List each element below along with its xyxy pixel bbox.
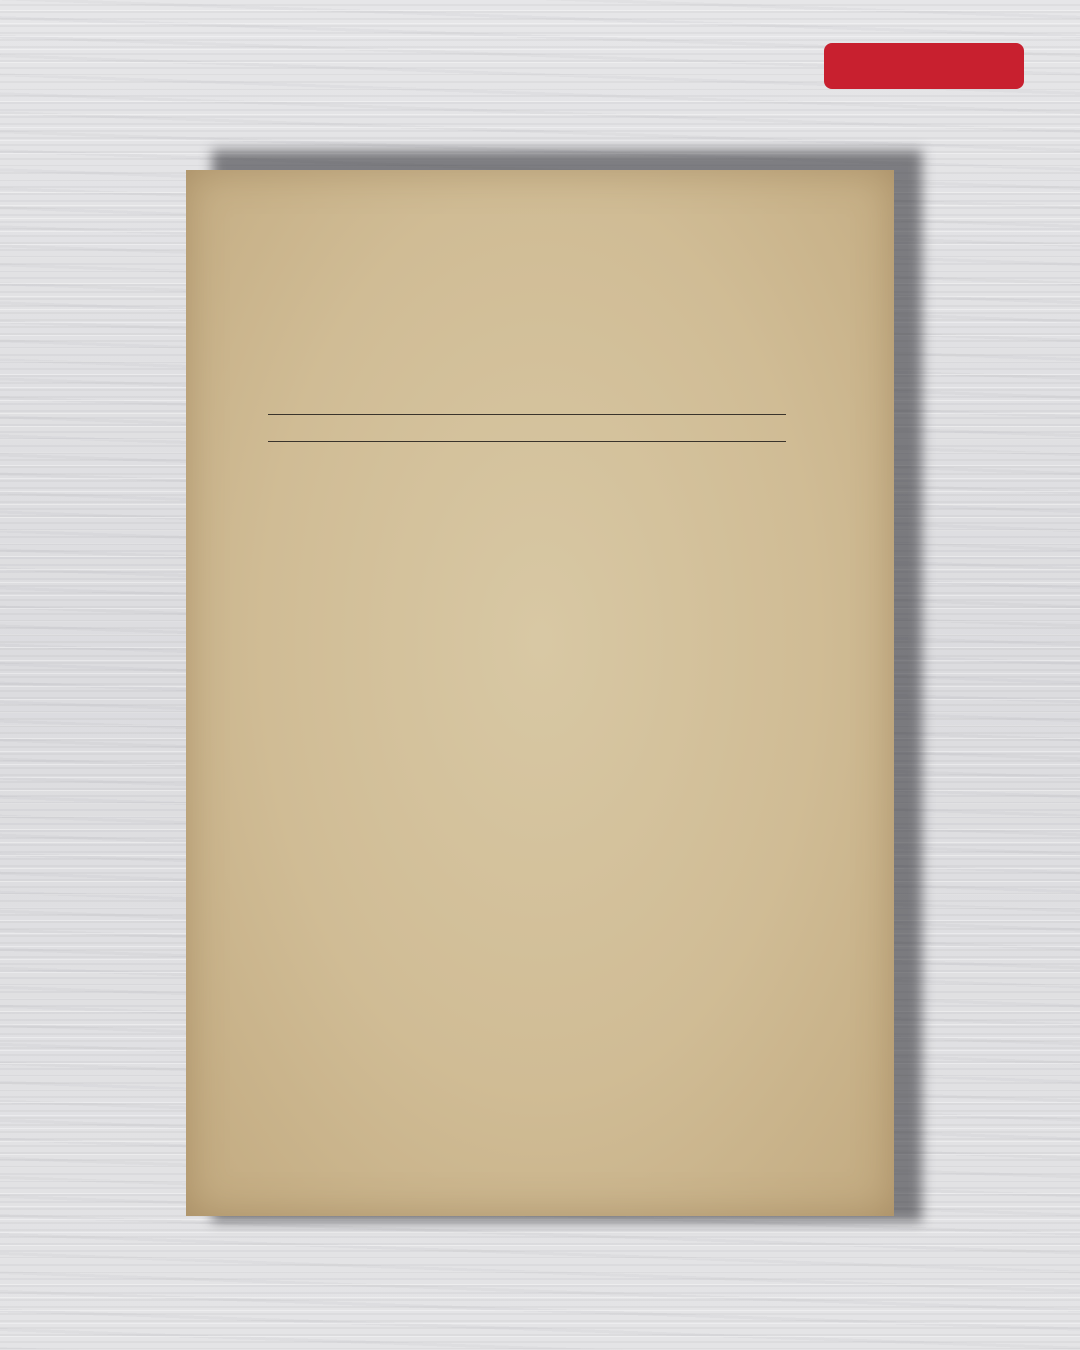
rule-bottom [268, 441, 786, 442]
used-badge [824, 43, 1024, 89]
magazine-cover [186, 170, 894, 1216]
issue-line [268, 414, 786, 438]
